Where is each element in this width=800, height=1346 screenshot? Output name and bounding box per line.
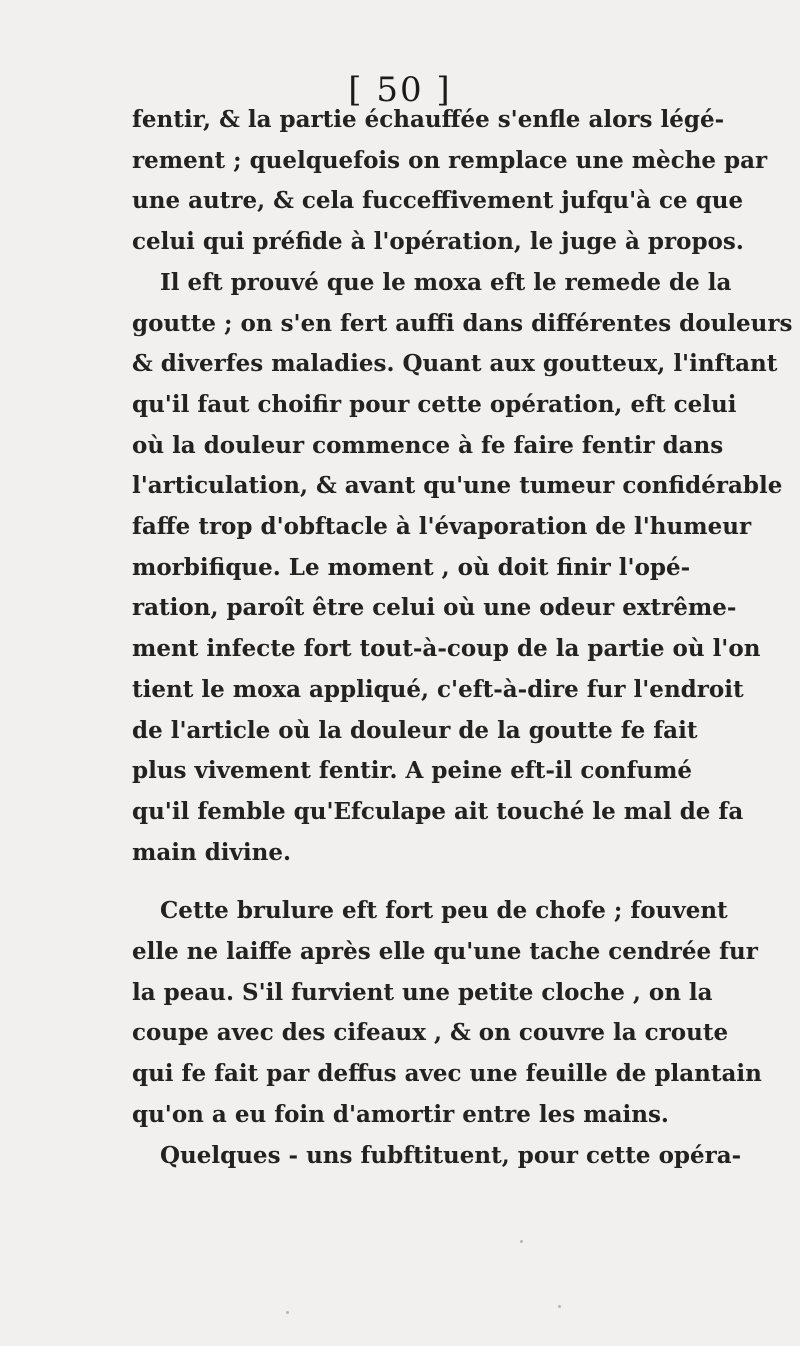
text-line: qu'on a eu foin d'amortir entre les mains. [132,1100,669,1128]
text-line: une autre, & cela fucceffivement jufqu'à ce que [132,187,744,215]
text-line: tient le moxa appliqué, c'eft-à-dire fur l'endroit [132,675,744,703]
text-line: & diverfes maladies. Quant aux goutteux, l'inftant [132,350,778,378]
text-line: où la douleur commence à fe faire fentir dans [132,431,724,459]
text-line: coupe avec des cifeaux , & on couvre la croute [132,1019,729,1047]
paragraph [132,263,793,874]
text-line: qu'il faut choifir pour cette opération, eft celui [132,390,737,418]
text-line: ration, paroît être celui où une odeur extrême- [132,594,737,622]
text-line: fentir, & la partie échauffée s'enfle alors légé- [132,106,725,133]
text-line: morbifique. Le moment , où doit finir l'opé- [132,553,691,581]
text-line: plus vivement fentir. A peine eft-il confumé [132,757,693,785]
text-line: rement ; quelquefois on remplace une mèche par [132,146,768,174]
page-number: [ 50 ] [348,70,452,110]
paragraph [132,891,762,1135]
paper-speck [520,1240,523,1243]
text-line: ment infecte fort tout-à-coup de la partie où l'on [132,635,761,663]
text-line: Il eft prouvé que le moxa eft le remede de la [160,268,732,296]
text-line: qu'il femble qu'Efculape ait touché le mal de fa [132,797,744,825]
text-line: de l'article où la douleur de la goutte fe fait [132,716,698,744]
text-line: la peau. S'il furvient une petite cloche , on la [132,978,713,1006]
text-line: Cette brulure eft fort peu de chofe ; fouvent [160,897,728,925]
paragraph [132,100,768,263]
text-line: qui fe fait par deffus avec une feuille de plantain [132,1060,762,1088]
paper-speck [286,1311,289,1314]
text-line: Quelques - uns fubftituent, pour cette opéra- [160,1141,742,1169]
text-line: elle ne laiffe après elle qu'une tache cendrée fur [132,938,758,966]
text-line: goutte ; on s'en fert auffi dans différentes douleurs [132,309,793,337]
text-line: l'articulation, & avant qu'une tumeur confidérable [132,472,783,500]
paper-speck [558,1305,561,1308]
text-line: main divine. [132,838,291,866]
paragraph [132,1136,742,1177]
body-text [132,100,793,1176]
text-line: faffe trop d'obftacle à l'évaporation de l'humeur [132,513,752,541]
text-line: celui qui préfide à l'opération, le juge à propos. [132,228,744,256]
